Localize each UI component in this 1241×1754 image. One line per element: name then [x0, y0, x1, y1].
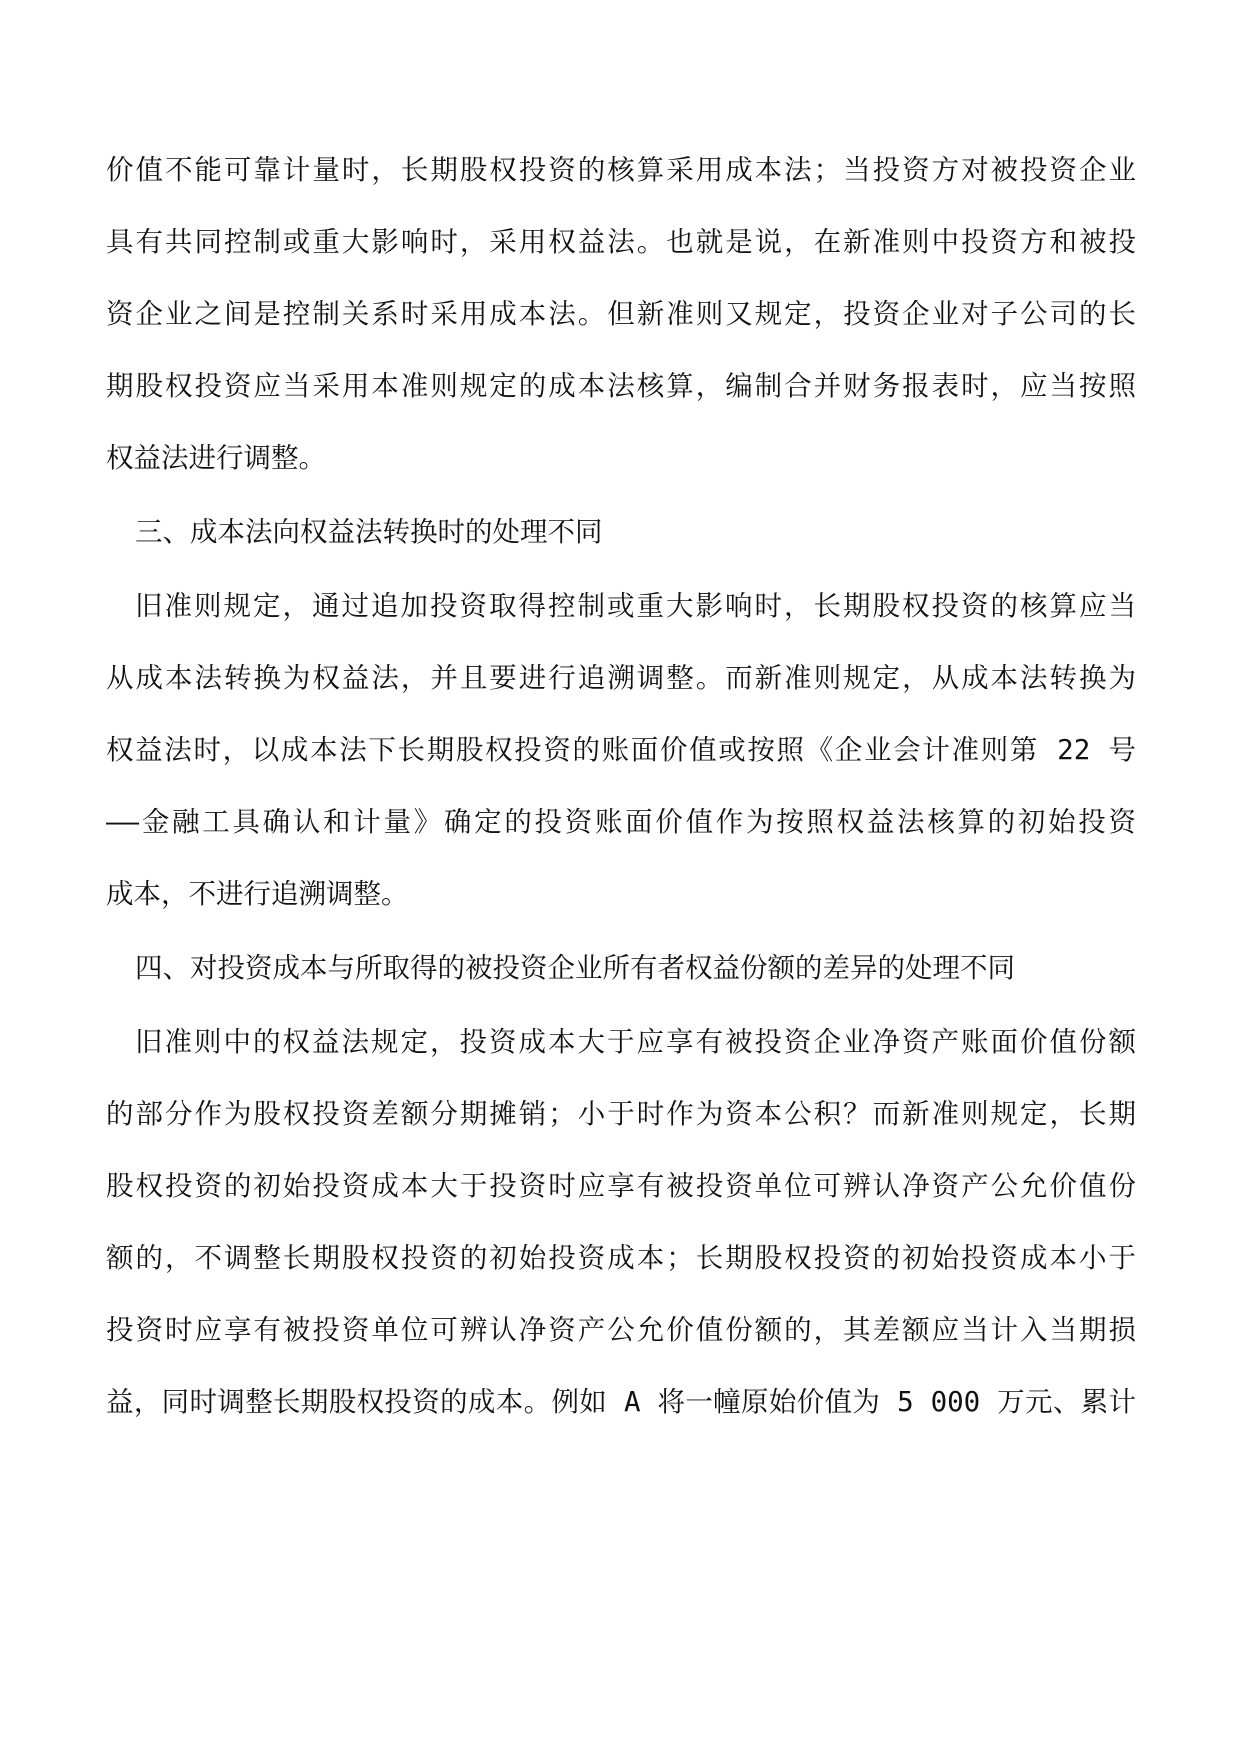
paragraph-line: 旧准则规定，通过追加投资取得控制或重大影响时，长期股权投资的核算应当 — [135, 590, 1136, 622]
paragraph-line: 价值不能可靠计量时，长期股权投资的核算采用成本法；当投资方对被投资企业 — [106, 154, 1136, 186]
section-heading: 三、成本法向权益法转换时的处理不同 — [135, 516, 603, 548]
paragraph-line: 从成本法转换为权益法，并且要进行追溯调整。而新准则规定，从成本法转换为 — [106, 662, 1136, 694]
paragraph-line: 权益法进行调整。 — [106, 442, 326, 474]
paragraph-line: 成本，不进行追溯调整。 — [106, 878, 409, 910]
paragraph-line: 权益法时，以成本法下长期股权投资的账面价值或按照《企业会计准则第 22 号 — [106, 734, 1136, 766]
section-heading: 四、对投资成本与所取得的被投资企业所有者权益份额的差异的处理不同 — [135, 952, 1015, 984]
paragraph-line: 股权投资的初始投资成本大于投资时应享有被投资单位可辨认净资产公允价值份 — [106, 1170, 1136, 1202]
paragraph-line: ——金融工具确认和计量》确定的投资账面价值作为按照权益法核算的初始投资 — [106, 806, 1136, 838]
paragraph-line: 投资时应享有被投资单位可辨认净资产公允价值份额的，其差额应当计入当期损 — [106, 1314, 1136, 1346]
paragraph-line: 资企业之间是控制关系时采用成本法。但新准则又规定，投资企业对子公司的长 — [106, 298, 1136, 330]
paragraph-line: 具有共同控制或重大影响时，采用权益法。也就是说，在新准则中投资方和被投 — [106, 226, 1136, 258]
paragraph-line: 益，同时调整长期股权投资的成本。例如 A 将一幢原始价值为 5 000 万元、累计 — [106, 1386, 1136, 1418]
paragraph-line: 额的，不调整长期股权投资的初始投资成本；长期股权投资的初始投资成本小于 — [106, 1242, 1136, 1274]
paragraph-line: 旧准则中的权益法规定，投资成本大于应享有被投资企业净资产账面价值份额 — [135, 1026, 1136, 1058]
paragraph-line: 的部分作为股权投资差额分期摊销；小于时作为资本公积？而新准则规定，长期 — [106, 1098, 1136, 1130]
paragraph-line: 期股权投资应当采用本准则规定的成本法核算，编制合并财务报表时，应当按照 — [106, 370, 1136, 402]
